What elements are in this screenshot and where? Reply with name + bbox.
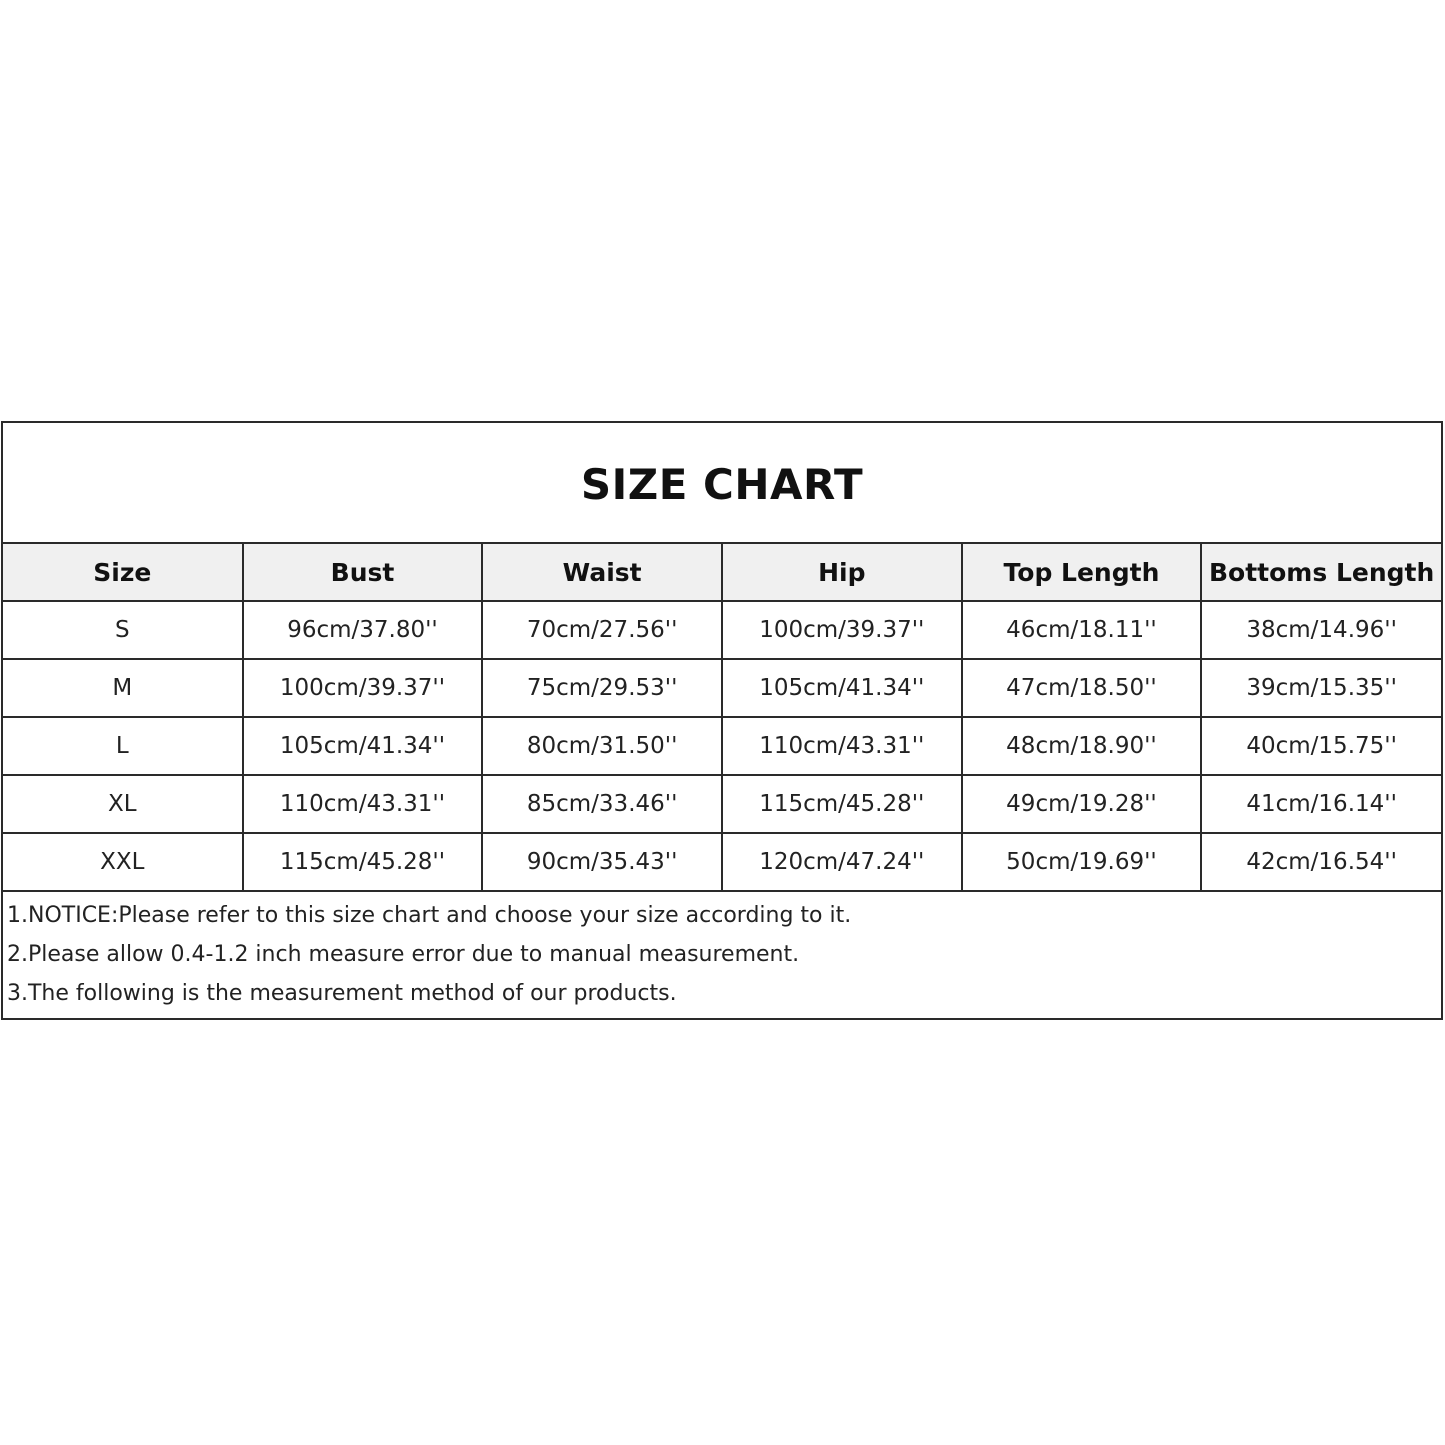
header-bust: Bust [243, 544, 483, 601]
top-length-cell: 47cm/18.50'' [962, 659, 1202, 717]
table-row [3, 833, 1441, 891]
table-row [3, 601, 1441, 659]
bust-cell: 105cm/41.34'' [243, 717, 483, 775]
table-row [3, 659, 1441, 717]
waist-cell: 75cm/29.53'' [482, 659, 722, 717]
note-measurement-method: 3.The following is the measurement method of our products. [7, 981, 677, 1006]
top-length-cell: 48cm/18.90'' [962, 717, 1202, 775]
notes-section [3, 892, 1441, 1015]
bottoms-length-cell: 38cm/14.96'' [1201, 601, 1441, 659]
hip-cell: 100cm/39.37'' [722, 601, 962, 659]
waist-cell: 70cm/27.56'' [482, 601, 722, 659]
header-hip: Hip [722, 544, 962, 601]
size-chart [1, 421, 1443, 1020]
header-size: Size [3, 544, 243, 601]
size-cell: S [3, 601, 243, 659]
size-table [3, 544, 1441, 892]
bottoms-length-cell: 42cm/16.54'' [1201, 833, 1441, 891]
top-length-cell: 49cm/19.28'' [962, 775, 1202, 833]
top-length-cell: 46cm/18.11'' [962, 601, 1202, 659]
bottoms-length-cell: 40cm/15.75'' [1201, 717, 1441, 775]
top-length-cell: 50cm/19.69'' [962, 833, 1202, 891]
header-waist: Waist [482, 544, 722, 601]
waist-cell: 80cm/31.50'' [482, 717, 722, 775]
size-cell: XXL [3, 833, 243, 891]
waist-cell: 85cm/33.46'' [482, 775, 722, 833]
table-row [3, 775, 1441, 833]
table-header-row [3, 544, 1441, 601]
size-cell: L [3, 717, 243, 775]
bottoms-length-cell: 41cm/16.14'' [1201, 775, 1441, 833]
size-cell: XL [3, 775, 243, 833]
hip-cell: 120cm/47.24'' [722, 833, 962, 891]
table-row [3, 717, 1441, 775]
bust-cell: 115cm/45.28'' [243, 833, 483, 891]
hip-cell: 105cm/41.34'' [722, 659, 962, 717]
bust-cell: 96cm/37.80'' [243, 601, 483, 659]
header-top-length: Top Length [962, 544, 1202, 601]
bottoms-length-cell: 39cm/15.35'' [1201, 659, 1441, 717]
size-cell: M [3, 659, 243, 717]
title-row [3, 423, 1441, 544]
bust-cell: 110cm/43.31'' [243, 775, 483, 833]
hip-cell: 110cm/43.31'' [722, 717, 962, 775]
note-notice: 1.NOTICE:Please refer to this size chart and choose your size according to it. [7, 903, 852, 928]
header-bottoms-length: Bottoms Length [1201, 544, 1441, 601]
note-measure-error: 2.Please allow 0.4-1.2 inch measure error due to manual measurement. [7, 942, 800, 967]
page-title: SIZE CHART [580, 460, 864, 509]
bust-cell: 100cm/39.37'' [243, 659, 483, 717]
hip-cell: 115cm/45.28'' [722, 775, 962, 833]
waist-cell: 90cm/35.43'' [482, 833, 722, 891]
